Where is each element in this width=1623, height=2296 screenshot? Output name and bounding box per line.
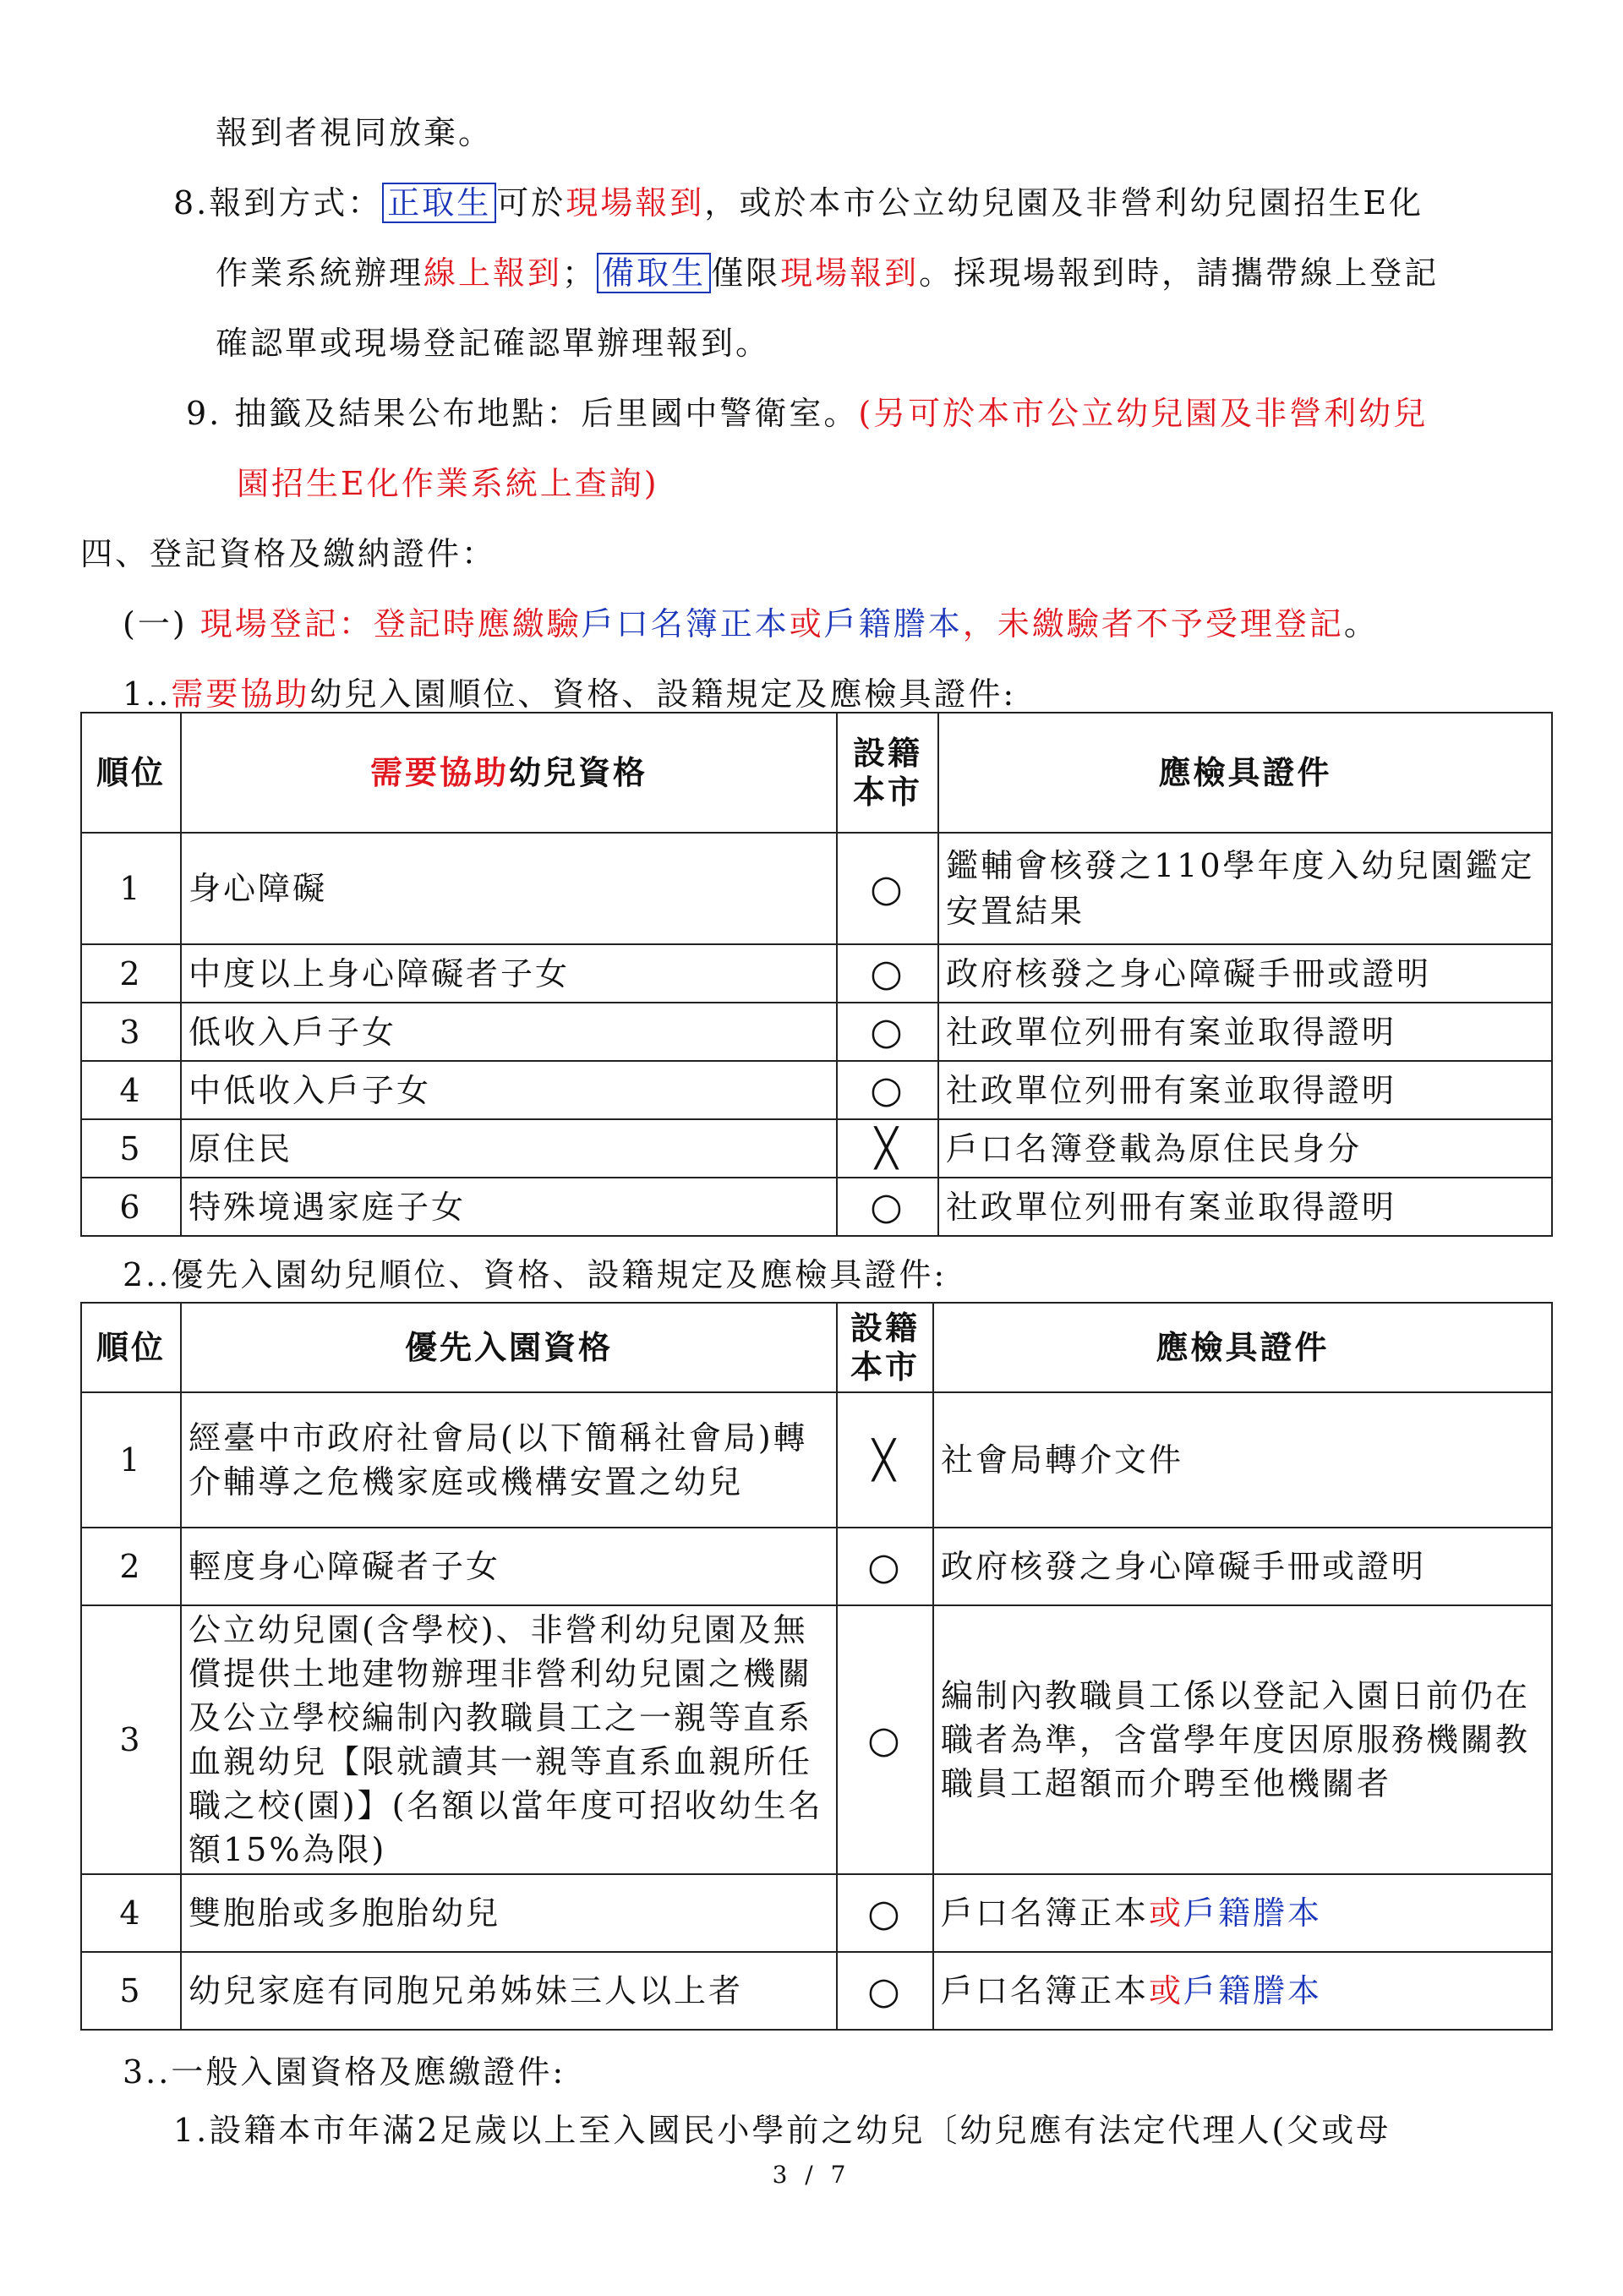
qualification-cell: 幼兒家庭有同胞兄弟姊妹三人以上者 (181, 1952, 837, 2030)
rank-cell: 5 (81, 1952, 181, 2030)
intro-line-8c: 確認單或現場登記確認單辦理報到。 (216, 325, 771, 362)
section-3-title: 3..一般入園資格及應繳證件: (123, 2053, 566, 2091)
intro-line-9b: 園招生E化作業系統上查詢) (237, 465, 659, 502)
table-row (81, 1003, 1552, 1061)
header-qualification: 需要協助幼兒資格 (181, 713, 837, 833)
circle-mark: ○ (837, 1605, 933, 1874)
circle-mark: ○ (837, 833, 938, 944)
documents-cell: 政府核發之身心障礙手冊或證明 (933, 1528, 1552, 1605)
header-rank: 順位 (81, 713, 181, 833)
rank-cell: 4 (81, 1874, 181, 1952)
table-row (81, 1392, 1552, 1528)
documents-cell: 社政單位列冊有案並取得證明 (938, 1178, 1552, 1236)
qualification-cell: 特殊境遇家庭子女 (181, 1178, 837, 1236)
table-row (81, 1605, 1552, 1874)
rank-cell: 3 (81, 1605, 181, 1874)
section-1-title: 1..需要協助幼兒入園順位、資格、設籍規定及應檢具證件: (123, 675, 1017, 713)
header-registered: 設籍 本市 (837, 713, 938, 833)
qualification-cell: 中低收入戶子女 (181, 1061, 837, 1119)
table-header-row (81, 1303, 1552, 1392)
circle-mark: ○ (837, 1003, 938, 1061)
table-row (81, 1874, 1552, 1952)
table-row (81, 1178, 1552, 1236)
section-3-item-1: 1.設籍本市年滿2足歲以上至入國民小學前之幼兒〔幼兒應有法定代理人(父或母 (173, 2112, 1391, 2149)
qualification-cell: 雙胞胎或多胞胎幼兒 (181, 1874, 837, 1952)
onsite-registration-line: (一) 現場登記：登記時應繳驗戶口名簿正本或戶籍謄本，未繳驗者不予受理登記。 (123, 605, 1379, 642)
rank-cell: 2 (81, 944, 181, 1003)
header-registered: 設籍 本市 (837, 1303, 933, 1392)
documents-cell: 戶口名簿登載為原住民身分 (938, 1119, 1552, 1178)
circle-mark: ○ (837, 1178, 938, 1236)
admitted-label: 正取生 (382, 183, 496, 223)
documents-cell: 戶口名簿正本或戶籍謄本 (933, 1874, 1552, 1952)
circle-mark: ○ (837, 1874, 933, 1952)
section-four-heading: 四、登記資格及繳納證件： (80, 535, 497, 572)
header-documents: 應檢具證件 (933, 1303, 1552, 1392)
rank-cell: 4 (81, 1061, 181, 1119)
documents-cell: 社政單位列冊有案並取得證明 (938, 1003, 1552, 1061)
cross-mark: ╳ (837, 1392, 933, 1528)
qualification-cell: 公立幼兒園(含學校)、非營利幼兒園及無償提供土地建物辦理非營利幼兒園之機關及公立學校編制內教職員工之一親等直系血親幼兒【限就讀其一親等直系血親所任職之校(園)】(名額以當年度可招收幼生名額15%為限) (181, 1605, 837, 1874)
intro-line-0: 報到者視同放棄。 (216, 114, 494, 151)
circle-mark: ○ (837, 944, 938, 1003)
qualification-cell: 原住民 (181, 1119, 837, 1178)
cross-mark: ╳ (837, 1119, 938, 1178)
documents-cell: 政府核發之身心障礙手冊或證明 (938, 944, 1552, 1003)
circle-mark: ○ (837, 1528, 933, 1605)
rank-cell: 1 (81, 1392, 181, 1528)
intro-line-8: 8.報到方式： 正取生 可於現場報到，或於本市公立幼兒園及非營利幼兒園招生E化 (173, 184, 1424, 221)
table-row (81, 1061, 1552, 1119)
intro-line-8b: 作業系統辦理線上報到； 備取生 僅限現場報到。採現場報到時，請攜帶線上登記 (216, 254, 1440, 292)
rank-cell: 6 (81, 1178, 181, 1236)
qualification-cell: 身心障礙 (181, 833, 837, 944)
waitlist-label: 備取生 (597, 253, 711, 293)
documents-cell: 社政單位列冊有案並取得證明 (938, 1061, 1552, 1119)
table-row (81, 1528, 1552, 1605)
documents-cell: 編制內教職員工係以登記入園日前仍在職者為準，含當學年度因原服務機關教職員工超額而介聘至他機關者 (933, 1605, 1552, 1874)
table-row (81, 944, 1552, 1003)
documents-cell: 鑑輔會核發之110學年度入幼兒園鑑定安置結果 (938, 833, 1552, 944)
rank-cell: 1 (81, 833, 181, 944)
header-rank: 順位 (81, 1303, 181, 1392)
qualification-cell: 低收入戶子女 (181, 1003, 837, 1061)
qualification-cell: 經臺中市政府社會局(以下簡稱社會局)轉介輔導之危機家庭或機構安置之幼兒 (181, 1392, 837, 1528)
rank-cell: 3 (81, 1003, 181, 1061)
header-qualification: 優先入園資格 (181, 1303, 837, 1392)
circle-mark: ○ (837, 1952, 933, 2030)
table-row (81, 833, 1552, 944)
rank-cell: 5 (81, 1119, 181, 1178)
table-row (81, 1119, 1552, 1178)
qualification-cell: 輕度身心障礙者子女 (181, 1528, 837, 1605)
circle-mark: ○ (837, 1061, 938, 1119)
table-header-row (81, 713, 1552, 833)
intro-line-9: 9. 抽籤及結果公布地點：后里國中警衛室。(另可於本市公立幼兒園及非營利幼兒 (186, 395, 1429, 432)
qualification-cell: 中度以上身心障礙者子女 (181, 944, 837, 1003)
section-2-title: 2..優先入園幼兒順位、資格、設籍規定及應檢具證件: (123, 1256, 948, 1293)
assistance-table (80, 712, 1553, 1237)
documents-cell: 社會局轉介文件 (933, 1392, 1552, 1528)
page-number: 3 / 7 (772, 2161, 851, 2189)
table-row (81, 1952, 1552, 2030)
rank-cell: 2 (81, 1528, 181, 1605)
documents-cell: 戶口名簿正本或戶籍謄本 (933, 1952, 1552, 2030)
priority-table (80, 1302, 1553, 2031)
header-documents: 應檢具證件 (938, 713, 1552, 833)
